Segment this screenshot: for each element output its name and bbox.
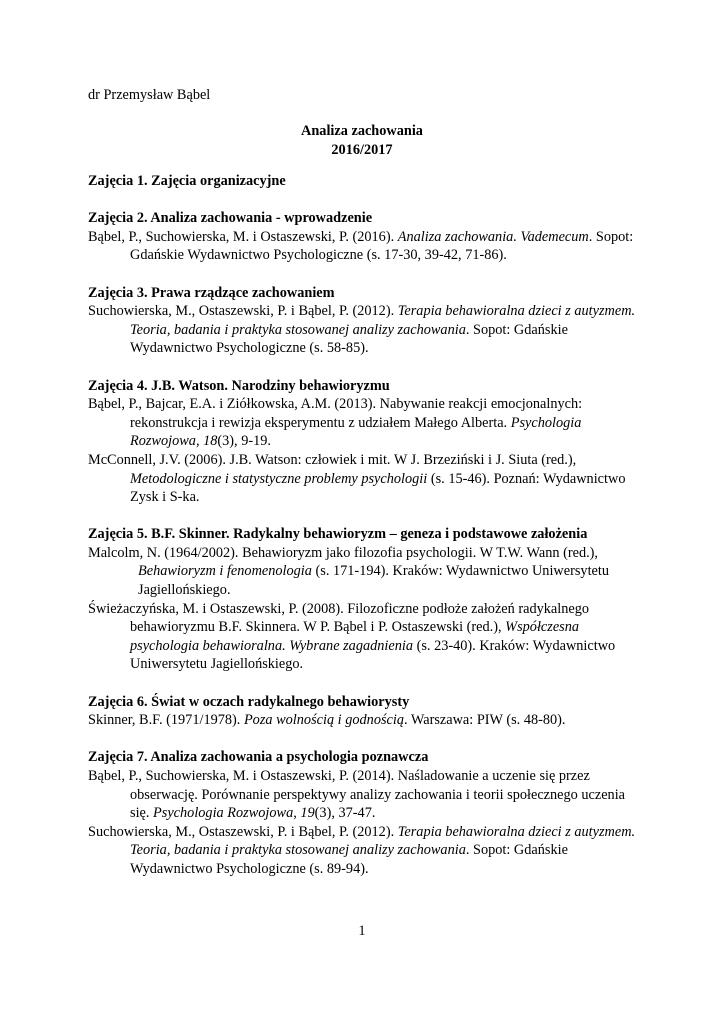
reference-title: Terapia behawioralna dzieci z autyzmem. Teoria, badania i praktyka stosowanej analizy zachowania	[130, 303, 636, 338]
reference-title: Współczesna psychologia behawioralna. Wybrane zagadnienia	[130, 619, 580, 654]
reference-text: (s. 171-194). Kraków: Wydawnictwo Uniwersytetu Jagiellońskiego.	[138, 563, 610, 599]
reference-text: Bąbel, P., Bajcar, E.A. i Ziółkowska, A.M. (2013). Nabywanie reakcji emocjonalnych: rekonstrukcja i rewizja eksperymentu z udziałem Małego Alberta.	[88, 396, 583, 431]
session-7	[88, 748, 648, 878]
session-5	[88, 525, 648, 674]
reference-text: Malcolm, N. (1964/2002). Behawioryzm jako filozofia psychologii. W T.W. Wann (red.),	[88, 544, 598, 561]
reference	[88, 302, 648, 358]
reference-text: Świeżaczyńska, M. i Ostaszewski, P. (2008). Filozoficzne podłoże założeń radykalnego behawioryzmu B.F. Skinnera. W P. Bąbel i P. Ostaszewski (red.),	[88, 600, 590, 636]
course-year: 2016/2017	[331, 142, 393, 158]
reference-text: Suchowierska, M., Ostaszewski, P. i Bąbel, P. (2012).	[88, 823, 398, 840]
session-heading: Zajęcia 4. J.B. Watson. Narodziny behawioryzmu	[88, 377, 390, 394]
session-heading: Zajęcia 2. Analiza zachowania - wprowadzenie	[88, 210, 373, 227]
reference-title: Poza wolnością i godnością	[243, 712, 404, 729]
reference	[88, 767, 648, 823]
reference	[88, 600, 648, 674]
author-line: dr Przemysław Bąbel	[88, 87, 211, 103]
reference	[88, 395, 648, 451]
reference-text: McConnell, J.V. (2006). J.B. Watson: człowiek i mit. W J. Brzeziński i J. Siuta (red.),	[88, 451, 577, 468]
reference-text: ,	[195, 433, 204, 450]
session-heading: Zajęcia 7. Analiza zachowania a psychologia poznawcza	[88, 749, 429, 766]
reference-text: Skinner, B.F. (1971/1978).	[88, 712, 244, 729]
course-title: Analiza zachowania	[301, 123, 423, 139]
session-3	[88, 284, 648, 358]
session-heading: Zajęcia 5. B.F. Skinner. Radykalny behawioryzm – geneza i podstawowe założenia	[88, 526, 588, 543]
reference-text: . Sopot: Gdańskie Wydawnictwo Psychologiczne (s. 89-94).	[130, 842, 568, 877]
reference-text: (s. 15-46). Poznań: Wydawnictwo Zysk i S-ka.	[130, 470, 626, 506]
reference	[88, 711, 648, 730]
session-heading: Zajęcia 6. Świat w oczach radykalnego behawiorysty	[88, 693, 410, 710]
reference	[88, 451, 648, 507]
reference-text: Bąbel, P., Suchowierska, M. i Ostaszewski, P. (2014). Naśladowanie a uczenie się przez obserwację. Porównanie perspektywy analizy zachowania i teorii społecznego uczenia się.	[88, 768, 626, 822]
reference-text: (3), 9-19.	[217, 433, 271, 450]
session-4	[88, 377, 648, 507]
sessions-list	[88, 172, 648, 879]
reference-volume: 18	[203, 433, 218, 450]
session-heading: Zajęcia 1. Zajęcia organizacyjne	[88, 173, 286, 189]
reference-text: (3), 37-47.	[314, 805, 376, 822]
reference-text: (s. 23-40). Kraków: Wydawnictwo Uniwersytetu Jagiellońskiego.	[130, 637, 616, 673]
reference-title: Metodologiczne i statystyczne problemy psychologii	[130, 470, 428, 487]
session-1	[88, 172, 648, 191]
reference-text: . Sopot: Gdańskie Wydawnictwo Psychologiczne (s. 17-30, 39-42, 71-86).	[130, 228, 634, 264]
page-number: 1	[358, 923, 366, 939]
session-heading: Zajęcia 3. Prawa rządzące zachowaniem	[88, 284, 335, 301]
reference	[88, 544, 648, 600]
reference-title: Psychologia Rozwojowa	[130, 414, 582, 450]
reference	[88, 823, 648, 879]
session-6	[88, 693, 648, 730]
reference-volume: 19	[300, 805, 315, 822]
reference-text: . Sopot: Gdańskie Wydawnictwo Psychologiczne (s. 58-85).	[130, 321, 568, 357]
reference-title: Analiza zachowania. Vademecum	[397, 228, 589, 245]
reference-title: Behawioryzm i fenomenologia	[138, 563, 312, 580]
reference-title: Terapia behawioralna dzieci z autyzmem. Teoria, badania i praktyka stosowanej analizy zachowania	[130, 823, 636, 859]
reference-text: Bąbel, P., Suchowierska, M. i Ostaszewski, P. (2016).	[88, 228, 398, 245]
reference-title: Psychologia Rozwojowa	[153, 805, 294, 822]
reference	[88, 228, 648, 265]
session-2	[88, 209, 648, 265]
reference-text: . Warszawa: PIW (s. 48-80).	[404, 712, 566, 729]
reference-text: Suchowierska, M., Ostaszewski, P. i Bąbel, P. (2012).	[88, 303, 398, 320]
reference-text: ,	[293, 805, 301, 822]
